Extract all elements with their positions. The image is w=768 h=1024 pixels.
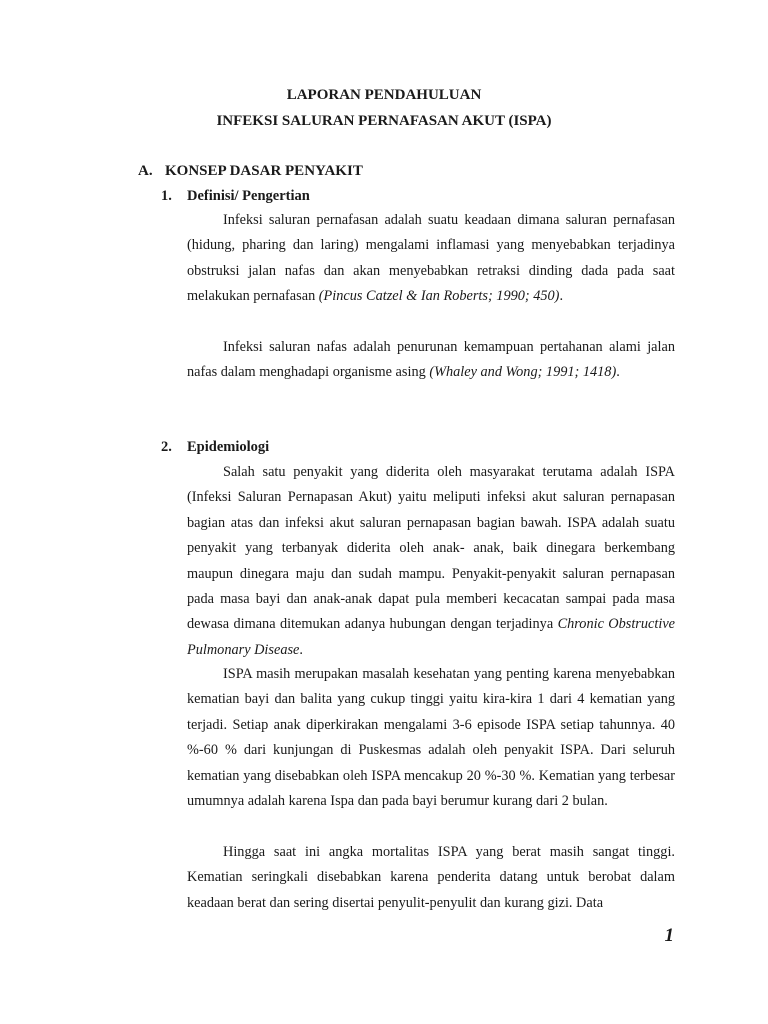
paragraph-epidemiology-1: Salah satu penyakit yang diderita oleh masyarakat terutama adalah ISPA (Infeksi Saluran Pernapasan Akut) yaitu meliputi infeksi akut saluran pernapasan bagian atas dan infeksi akut saluran pernapasan bagian bawah. ISPA adalah suatu penyakit yang terbanyak diderita oleh anak- anak, baik dinegara berkembang maupun dinegara maju dan sudah mampu. Penyakit-penyakit saluran pernapasan pada masa bayi dan anak-anak dapat pula memberi kecacatan sampai pada masa dewasa dimana ditemukan adanya hubungan dengan terjadinya Chronic Obstructive Pulmonary Disease.: [187, 464, 676, 658]
subsection-1-heading: Definisi/ Pengertian: [187, 188, 310, 204]
paragraph-epidemiology-3: Hingga saat ini angka mortalitas ISPA yang berat masih sangat tinggi. Kematian seringkali disebabkan karena penderita datang untuk berobat dalam keadaan berat dan sering disertai penyulit-penyulit dan kurang gizi. Data: [187, 844, 675, 911]
page-number: 1: [664, 925, 674, 946]
section-heading: KONSEP DASAR PENYAKIT: [165, 163, 363, 179]
section-marker: A.: [138, 163, 153, 179]
citation: (Pincus Catzel & Ian Roberts; 1990; 450): [318, 288, 560, 305]
subsection-2-heading: Epidemiologi: [187, 439, 270, 455]
paragraph-definition-1: Infeksi saluran pernafasan adalah suatu keadaan dimana saluran pernafasan (hidung, pharing dan laring) mengalami inflamasi yang menyebabkan terjadinya obstruksi jalan nafas dan akan menyebabkan retraksi dinding dada pada saat melakukan pernafasan (Pincus Catzel & Ian Roberts; 1990; 450).: [187, 212, 675, 305]
italic-term: Chronic Obstructive Pulmonary Disease: [187, 616, 676, 658]
subsection-2-marker: 2.: [161, 439, 172, 455]
document-subtitle: INFEKSI SALURAN PERNAFASAN AKUT (ISPA): [216, 113, 552, 129]
paragraph-definition-2: Infeksi saluran nafas adalah penurunan kemampuan pertahanan alami jalan nafas dalam menghadapi organisme asing (Whaley and Wong; 1991; 1418).: [187, 339, 675, 381]
citation: (Whaley and Wong; 1991; 1418): [429, 364, 617, 381]
paragraph-epidemiology-2: ISPA masih merupakan masalah kesehatan yang penting karena menyebabkan kematian bayi dan balita yang cukup tinggi yaitu kira-kira 1 dari 4 kematian yang terjadi. Setiap anak diperkirakan mengalami 3-6 episode ISPA setiap tahunnya. 40 %-60 % dari kunjungan di Puskesmas adalah oleh penyakit ISPA. Dari seluruh kematian yang disebabkan oleh ISPA mencakup 20 %-30 %. Kematian yang terbesar umumnya adalah karena Ispa dan pada bayi berumur kurang dari 2 bulan.: [187, 666, 675, 810]
document-title: LAPORAN PENDAHULUAN: [286, 87, 482, 103]
subsection-1-marker: 1.: [161, 188, 172, 204]
